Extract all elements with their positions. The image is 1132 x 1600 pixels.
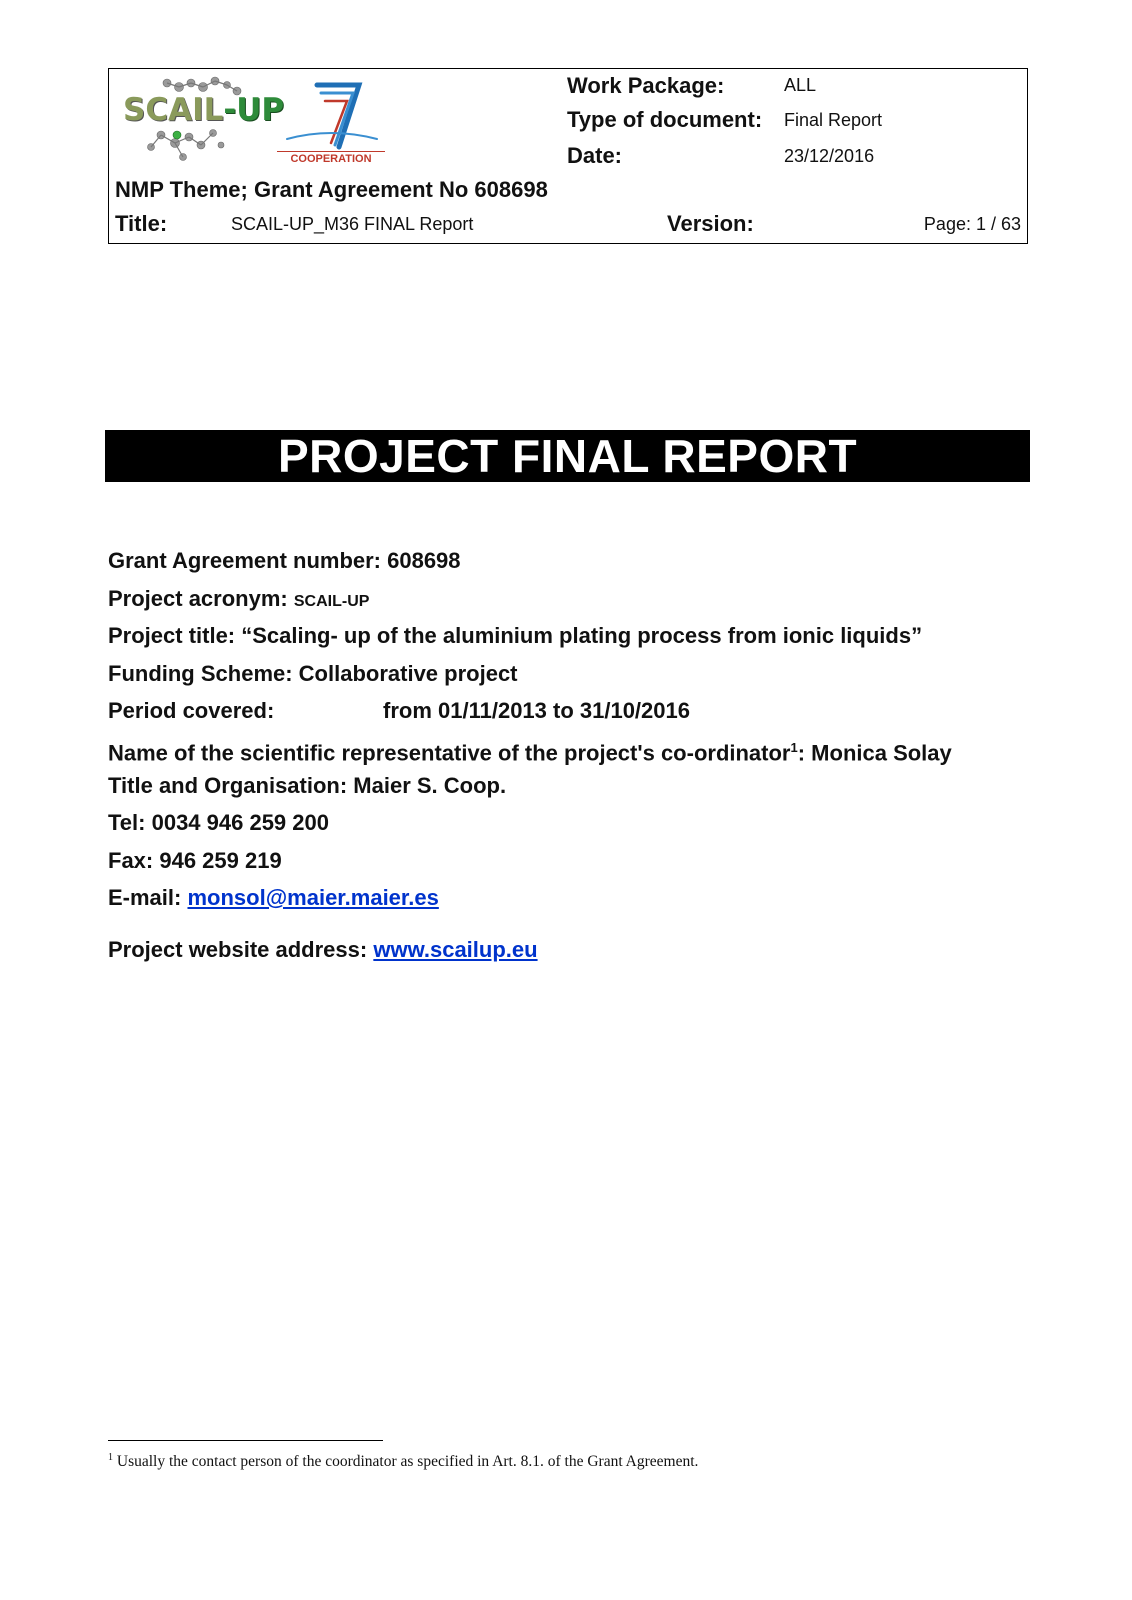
period-label: Period covered: xyxy=(108,698,275,723)
project-acronym-value: SCAIL-UP xyxy=(293,593,370,610)
version-label: Version: xyxy=(667,211,754,236)
funding-scheme: Funding Scheme: Collaborative project xyxy=(108,661,518,686)
scail-up-logo xyxy=(117,73,285,169)
footnote xyxy=(108,1452,698,1471)
doc-type-value: Final Report xyxy=(784,110,883,130)
theme-line: NMP Theme; Grant Agreement No 608698 xyxy=(115,177,548,202)
work-package-value: ALL xyxy=(784,75,817,95)
title-label: Title: xyxy=(115,211,168,236)
website-line xyxy=(108,936,538,964)
website-label: Project website address: xyxy=(108,937,368,962)
email-line xyxy=(108,884,439,912)
page-number: Page: 1 / 63 xyxy=(923,214,1021,234)
rep-label: Name of the scientific representative of the project's co-ordinator xyxy=(108,740,791,766)
report-title-banner: PROJECT FINAL REPORT xyxy=(105,430,1030,482)
date-label: Date: xyxy=(567,143,623,168)
period-covered xyxy=(108,697,690,725)
doc-type-label: Type of document: xyxy=(567,107,763,132)
title-value: SCAIL-UP_M36 FINAL Report xyxy=(231,214,474,234)
rep-footnote-ref: 1 xyxy=(790,740,798,755)
fp7-cooperation-label: COOPERATION xyxy=(277,151,385,165)
telephone: Tel: 0034 946 259 200 xyxy=(108,810,329,835)
website-link[interactable]: www.scailup.eu xyxy=(373,937,538,962)
document-header xyxy=(108,68,1028,244)
scail-up-logo-text: SCAIL-UP xyxy=(123,92,285,128)
footnote-divider xyxy=(108,1440,383,1441)
grant-number: Grant Agreement number: 608698 xyxy=(108,548,461,573)
project-acronym xyxy=(108,585,369,616)
fp7-cooperation-logo xyxy=(277,77,385,169)
organisation: Title and Organisation: Maier S. Coop. xyxy=(108,773,507,798)
scientific-representative xyxy=(108,734,952,767)
project-acronym-label: Project acronym: xyxy=(108,586,288,611)
footnote-marker: 1 xyxy=(108,1452,113,1463)
footnote-text: Usually the contact person of the coordinator as specified in Art. 8.1. of the Grant Agreement. xyxy=(116,1453,699,1471)
period-value: from 01/11/2013 to 31/10/2016 xyxy=(383,698,690,723)
email-link[interactable]: monsol@maier.maier.es xyxy=(187,885,439,910)
project-title: Project title: “Scaling- up of the aluminium plating process from ionic liquids” xyxy=(108,623,923,648)
email-label: E-mail: xyxy=(108,885,182,910)
work-package-label: Work Package: xyxy=(567,73,725,98)
fax: Fax: 946 259 219 xyxy=(108,848,282,873)
date-value: 23/12/2016 xyxy=(784,146,875,166)
rep-value: : Monica Solay xyxy=(797,740,952,766)
